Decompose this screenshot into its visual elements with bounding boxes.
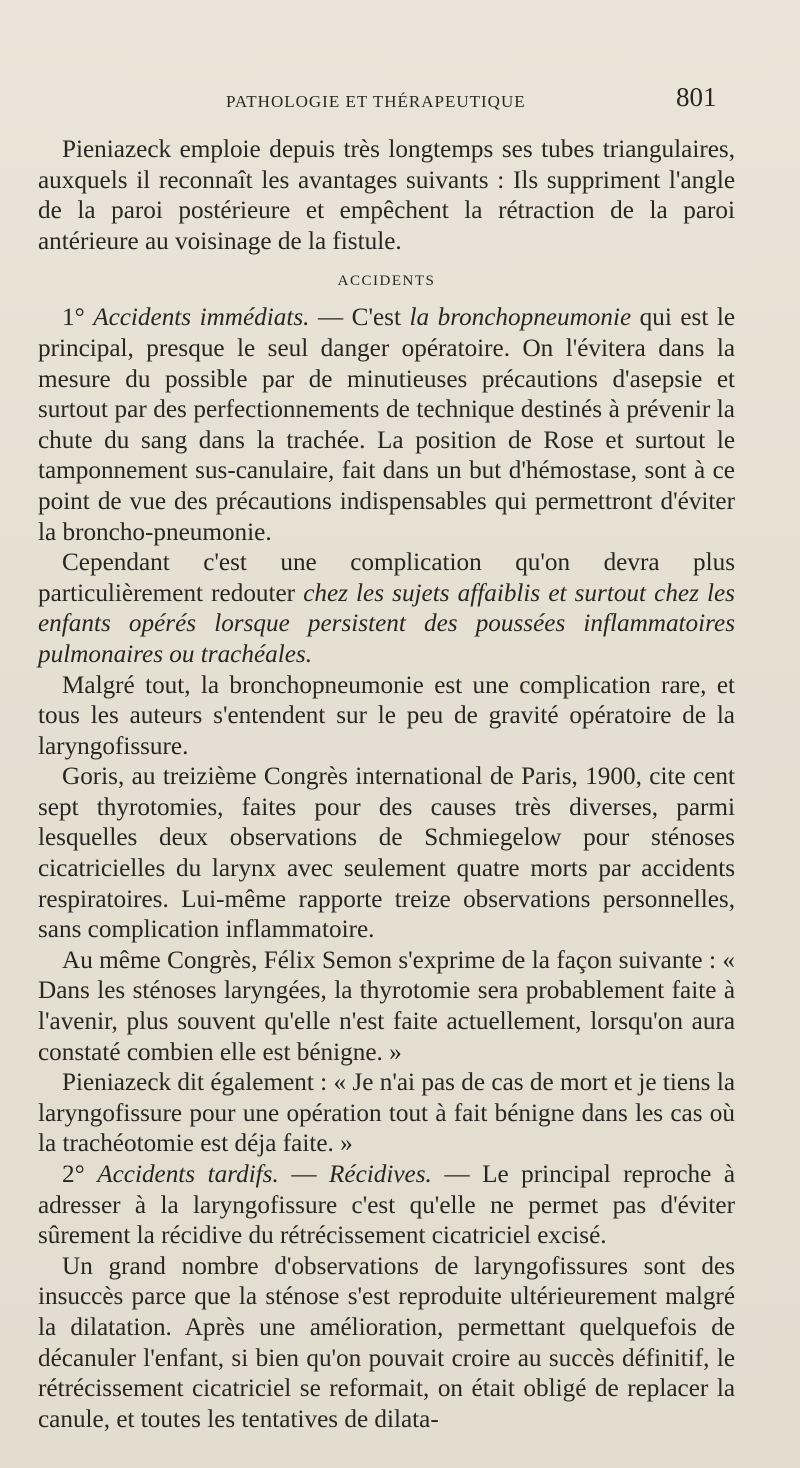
- emphasis-sujets-affaiblis: chez les sujets affaiblis et surtout chez les enfants opérés lorsque persistent des poussées inflammatoires pulmonaires ou trachéales.: [38, 579, 735, 668]
- item-number: 1°: [62, 304, 85, 332]
- paragraph-text: — Le principal reproche à adresser à la laryngofissure c'est qu'elle ne permet pas d'éviter sûrement la récidive du rétrécissement cicatriciel excisé.: [38, 1161, 736, 1250]
- paragraph-felix-semon: Au même Congrès, Félix Semon s'exprime de la façon suivante : « Dans les sténoses laryngées, la thyrotomie sera probablement faite à l'avenir, plus souvent qu'elle n'est faite actuellement, lorsqu'on aura constaté combien elle est bénigne. »: [38, 946, 735, 1066]
- paragraph-cependant: [38, 548, 735, 670]
- page-header: [0, 82, 800, 122]
- section-heading-accidents: ACCIDENTS: [337, 273, 436, 290]
- paragraph-tubes: Pieniazeck emploie depuis très longtemps ses tubes triangulaires, auxquels il reconnaît les avantages suivants : Ils suppriment l'angle de la paroi postérieure et empêchent la rétraction de la paroi antérieure au voisinage de la fistule.: [38, 136, 735, 255]
- running-title: PATHOLOGIE ET THÉRAPEUTIQUE: [226, 92, 526, 111]
- separator: —: [278, 1161, 330, 1188]
- paragraph-insucces: Un grand nombre d'observations de laryngofissures sont des insuccès parce que la sténose s'est reproduite ultérieurement malgré la dilatation. Après une amélioration, permettant quelquefois de décanuler l'enfant, si bien qu'on pouvait croire au succès définitif, le rétrécissement cicatriciel se reformait, on était obligé de replacer la canule, et toutes les tentatives de dilata-: [38, 1252, 735, 1433]
- paragraph-text: qui est le principal, presque le seul danger opératoire. On l'évitera dans la mesure du possible par de minutieuses précautions d'asepsie et surtout par des perfectionnements de technique destinés à prévenir la chute du sang dans la trachée. La position de Rose et surtout le tamponnement sus-canulaire, fait dans un but d'hémostase, sont à ce point de vue des précautions indispensables qui permettront d'éviter la broncho-pneumonie.: [38, 304, 736, 546]
- subsection-title-recidives: Récidives.: [329, 1161, 432, 1188]
- item-number: 2°: [62, 1161, 85, 1188]
- page-number: 801: [676, 82, 717, 112]
- subsection-title-tardifs: Accidents tardifs.: [97, 1161, 279, 1188]
- paragraph-text: — C'est: [309, 304, 410, 332]
- paragraph-goris: Goris, au treizième Congrès international de Paris, 1900, cite cent sept thyrotomies, faites pour des causes très diverses, parmi lesquelles deux observations de Schmiegelow pour sténoses cicatricielles du larynx avec seulement quatre morts par accidents respiratoires. Lui-même rapporte treize observations personnelles, sans complication inflammatoire.: [38, 763, 735, 944]
- paragraph-malgre-tout: Malgré tout, la bronchopneumonie est une complication rare, et tous les auteurs s'entendent sur le peu de gravité opératoire de la laryngofissure.: [38, 671, 735, 760]
- paragraph-accidents-immediats: [38, 303, 735, 548]
- page-body: [38, 135, 735, 1435]
- paragraph-pieniazeck: Pieniazeck dit également : « Je n'ai pas de cas de mort et je tiens la laryngofissure pour une opération tout à fait bénigne dans les cas où la trachéotomie est déja faite. »: [38, 1069, 735, 1158]
- paragraph-text: Cependant c'est une complication qu'on devra plus particulièrement redouter: [38, 549, 735, 607]
- paragraph-accidents-tardifs: [38, 1160, 735, 1252]
- emphasis-bronchopneumonie: la bronchopneumonie: [409, 304, 632, 332]
- subsection-title-immediats: Accidents immédiats.: [93, 304, 310, 332]
